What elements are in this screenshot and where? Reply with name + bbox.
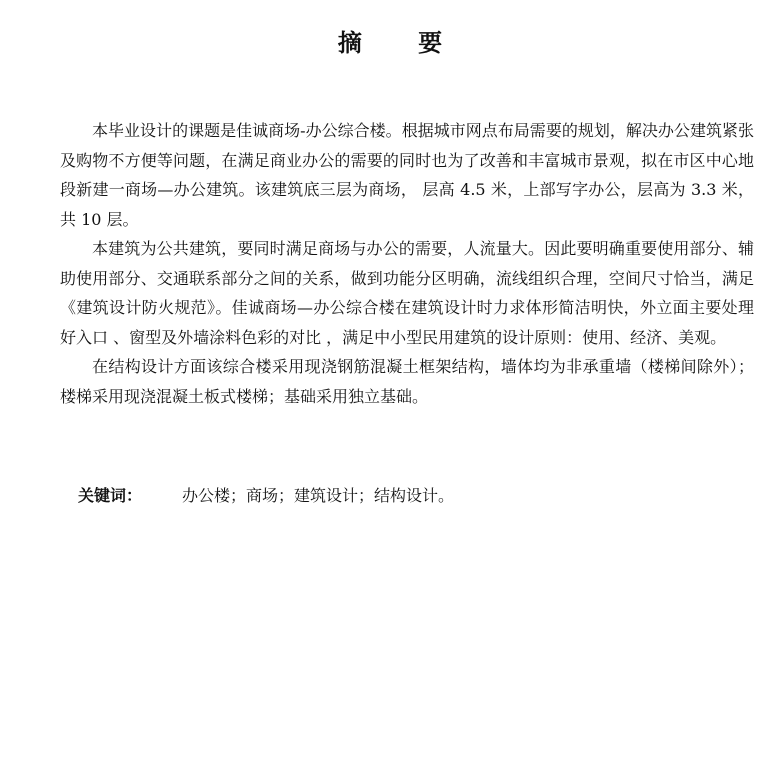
abstract-body bbox=[60, 116, 754, 411]
page-title: 摘 要 bbox=[337, 29, 467, 57]
keywords-line bbox=[78, 484, 454, 508]
abstract-paragraph-1: 本毕业设计的课题是佳诚商场-办公综合楼。根据城市网点布局需要的规划，解决办公建筑紧张及购物不方便等问题，在满足商业办公的需要的同时也为了改善和丰富城市景观，拟在市区中心地段新建一商场—办公建筑。该建筑底三层为商场， 层高 4.5 米，上部写字办公，层高为 3.3 米，共 10 层。 bbox=[60, 121, 754, 229]
keywords-label: 关键词： bbox=[78, 486, 143, 505]
keywords-value: 办公楼；商场；建筑设计；结构设计。 bbox=[182, 486, 455, 505]
abstract-paragraph-2: 本建筑为公共建筑，要同时满足商场与办公的需要，人流量大。因此要明确重要使用部分、辅助使用部分、交通联系部分之间的关系，做到功能分区明确，流线组织合理，空间尺寸恰当，满足《建筑设计防火规范》。佳诚商场—办公综合楼在建筑设计时力求体形简洁明快，外立面主要处理好入口 、窗型及外墙涂料色彩的对比 ，满足中小型民用建筑的设计原则：使用、经济、美观。 bbox=[60, 239, 754, 347]
abstract-paragraph-3: 在结构设计方面该综合楼采用现浇钢筋混凝土框架结构，墙体均为非承重墙（楼梯间除外）；楼梯采用现浇混凝土板式楼梯；基础采用独立基础。 bbox=[60, 357, 754, 406]
